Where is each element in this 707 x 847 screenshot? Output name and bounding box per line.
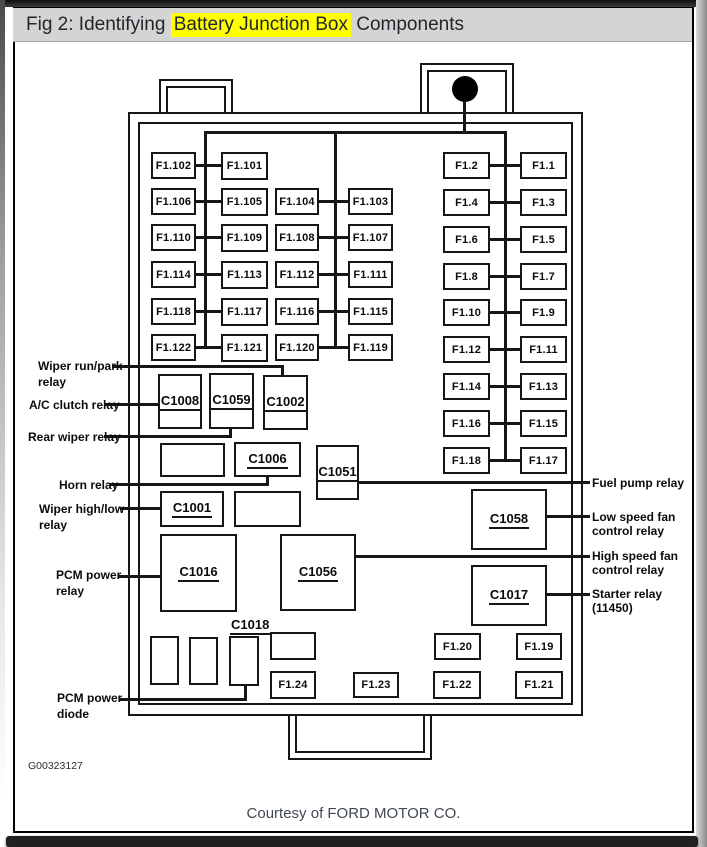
fuse-f1-15: F1.15: [520, 410, 567, 437]
fuse-f1-2: F1.2: [443, 152, 490, 179]
fuse-f1-109: F1.109: [221, 224, 268, 252]
leader-wiper-run-park: [281, 365, 284, 377]
callout-wiper-run-park-relay: Wiper run/park relay: [38, 359, 123, 389]
connector-c1001: C1001: [160, 491, 224, 527]
fuse-f1-115: F1.115: [348, 298, 393, 325]
fuse-f1-20: F1.20: [434, 633, 481, 660]
fuse-link-line: [488, 385, 522, 388]
fuse-link-line: [317, 273, 350, 276]
right-edge-shadow: [696, 0, 707, 847]
fuse-link-line: [488, 238, 522, 241]
fuse-f1-110: F1.110: [151, 224, 196, 251]
callout-pcm-power-relay: PCM power relay: [56, 568, 122, 598]
fuse-f1-21: F1.21: [515, 671, 563, 699]
callout-fuel-pump-relay: Fuel pump relay: [592, 476, 685, 490]
connector-c1018-box: [229, 636, 259, 686]
empty-diode-slot: [189, 637, 218, 685]
fuse-f1-7: F1.7: [520, 263, 567, 290]
leader-horn: [266, 475, 269, 486]
leader-pcm-diode: [244, 684, 247, 701]
fuse-f1-103: F1.103: [348, 188, 393, 215]
fuse-f1-1: F1.1: [520, 152, 567, 179]
fuse-link-line: [488, 422, 522, 425]
connector-c1017: C1017: [471, 565, 547, 626]
search-highlight: Battery Junction Box: [171, 13, 351, 37]
fuse-link-line: [317, 346, 350, 349]
fuse-f1-17: F1.17: [520, 447, 567, 474]
fuse-f1-8: F1.8: [443, 263, 490, 290]
fuse-link-line: [317, 310, 350, 313]
fuse-f1-111: F1.111: [348, 261, 393, 288]
callout-ac-clutch-relay: A/C clutch relay: [29, 398, 120, 412]
fuse-link-line: [196, 273, 223, 276]
mounting-tab-bottom-inner: [295, 714, 425, 753]
fuse-f1-120: F1.120: [275, 334, 319, 361]
right-bus-line: [504, 131, 507, 462]
callout-high-speed-fan-relay: High speed fan control relay: [592, 549, 679, 577]
fuse-link-line: [488, 459, 522, 462]
fuse-f1-16: F1.16: [443, 410, 490, 437]
fuse-link-line: [317, 236, 350, 239]
callout-rear-wiper-relay: Rear wiper relay: [28, 430, 121, 444]
fuse-f1-108: F1.108: [275, 224, 319, 251]
fuse-f1-6: F1.6: [443, 226, 490, 253]
fuse-f1-113: F1.113: [221, 261, 268, 289]
fuse-f1-105: F1.105: [221, 188, 268, 216]
fuse-f1-3: F1.3: [520, 189, 567, 216]
figure-title-prefix: Fig 2: Identifying: [26, 13, 171, 35]
leader-starter-relay: [545, 593, 590, 596]
connector-c1018-label: C1018: [230, 617, 270, 633]
fuse-f1-106: F1.106: [151, 188, 196, 215]
callout-low-speed-fan-relay: Low speed fan control relay: [592, 510, 676, 538]
fuse-link-line: [196, 346, 223, 349]
mounting-tab-top-left-inner: [166, 86, 226, 113]
fuse-link-line: [196, 310, 223, 313]
leader-low-speed-fan: [545, 515, 590, 518]
leader-wiper-run-park: [112, 365, 284, 368]
window-top-bar: [0, 0, 707, 7]
fuse-link-line: [488, 311, 522, 314]
connector-c1016: C1016: [160, 534, 237, 612]
fuse-link-line: [488, 348, 522, 351]
connector-c1008: C1008: [158, 374, 202, 429]
connector-c1006: C1006: [234, 442, 301, 477]
fuse-f1-24: F1.24: [270, 671, 316, 699]
fuse-f1-121: F1.121: [221, 334, 268, 362]
fuse-f1-116: F1.116: [275, 298, 319, 325]
fuse-f1-101: F1.101: [221, 152, 268, 180]
window-bottom-bar: [6, 836, 698, 847]
fuse-f1-23: F1.23: [353, 672, 399, 698]
fuse-link-line: [317, 200, 350, 203]
fuse-f1-9: F1.9: [520, 299, 567, 326]
fuse-f1-19: F1.19: [516, 633, 562, 660]
courtesy-credit-line: Courtesy of FORD MOTOR CO.: [246, 805, 461, 822]
fuse-f1-122: F1.122: [151, 334, 196, 361]
fuse-link-line: [196, 200, 223, 203]
connector-c1058: C1058: [471, 489, 547, 550]
empty-relay-slot: [234, 491, 301, 527]
fuse-f1-10: F1.10: [443, 299, 490, 326]
leader-fuel-pump: [357, 481, 590, 484]
callout-starter-relay: Starter relay (11450): [592, 587, 663, 615]
empty-diode-slot: [150, 636, 179, 685]
leader-rear-wiper: [104, 435, 232, 438]
figure-title-bar: [13, 8, 692, 42]
fuse-f1-107: F1.107: [348, 224, 393, 251]
fuse-link-line: [196, 236, 223, 239]
fuse-f1-18: F1.18: [443, 447, 490, 474]
leader-horn: [110, 483, 269, 486]
fuse-f1-11: F1.11: [520, 336, 567, 363]
leader-pcm-diode: [120, 698, 247, 701]
empty-fuse-slot: [270, 632, 316, 660]
fuse-f1-102: F1.102: [151, 152, 196, 179]
callout-pcm-power-diode: PCM power diode: [57, 691, 123, 721]
connector-c1059: C1059: [209, 373, 254, 429]
fuse-f1-22: F1.22: [433, 671, 481, 699]
figure-reference-number: G00323127: [28, 760, 83, 772]
callout-horn-relay: Horn relay: [59, 478, 119, 492]
left-edge-shadow: [0, 0, 5, 847]
connector-c1002: C1002: [263, 375, 308, 430]
leader-wiper-high-low: [120, 507, 162, 510]
connector-c1051: C1051: [316, 445, 359, 500]
leader-high-speed-fan: [354, 555, 590, 558]
leader-rear-wiper: [229, 427, 232, 438]
fuse-link-line: [488, 164, 522, 167]
fuse-f1-13: F1.13: [520, 373, 567, 400]
fuse-f1-4: F1.4: [443, 189, 490, 216]
fuse-link-line: [488, 275, 522, 278]
middle-bus-line: [334, 131, 337, 349]
fuse-f1-117: F1.117: [221, 298, 268, 326]
fuse-link-line: [488, 201, 522, 204]
top-bus-rail: [204, 131, 507, 134]
fuse-f1-112: F1.112: [275, 261, 319, 288]
fuse-f1-12: F1.12: [443, 336, 490, 363]
figure-title-suffix: Components: [350, 13, 464, 35]
fuse-f1-5: F1.5: [520, 226, 567, 253]
leader-pcm-relay: [118, 575, 162, 578]
fuse-f1-119: F1.119: [348, 334, 393, 361]
connector-c1056: C1056: [280, 534, 356, 611]
callout-wiper-high-low-relay: Wiper high/low relay: [39, 502, 125, 532]
fuse-f1-114: F1.114: [151, 261, 196, 288]
fuse-f1-14: F1.14: [443, 373, 490, 400]
fuse-f1-118: F1.118: [151, 298, 196, 325]
battery-terminal-post-icon: [452, 76, 478, 102]
empty-relay-slot: [160, 443, 225, 477]
fuse-link-line: [196, 164, 223, 167]
fuse-f1-104: F1.104: [275, 188, 319, 215]
